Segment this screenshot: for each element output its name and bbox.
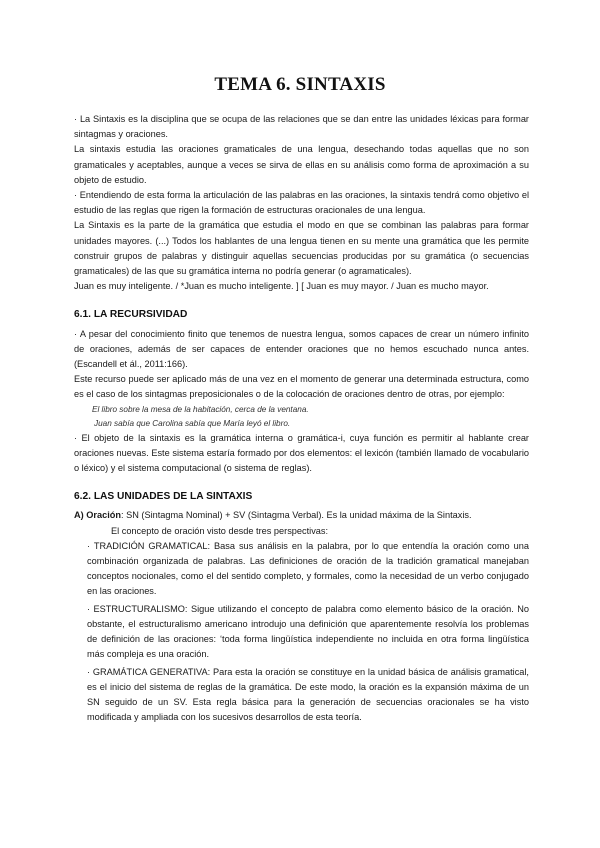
intro-paragraph-1: · La Sintaxis es la disciplina que se ocupa de las relaciones que se dan entre las unidades léxicas para formar sintagmas y oraciones. [74,114,529,140]
perspective-tradicion: · TRADICIÓN GRAMATICAL: Basa sus análisis en la palabra, por lo que entendía la oración como una combinación organizada de palabras. Las definiciones de oración de la tradición gramatical manejaban conceptos nocionales, como el del sentido completo, y formales, como la necesidad de un verbo conjugado en las oraciones. [87,540,529,597]
perspective-estructuralismo: · ESTRUCTURALISMO: Sigue utilizando el concepto de palabra como elemento básico de la oración. No obstante, el estructuralismo americano introdujo una definición que aparentemente resolvía los problemas de definición de las oraciones: ‘toda forma lingüística independiente no incluida en otra forma lingüística más compleja es una oración. [87,603,529,660]
intro-examples-line: Juan es muy inteligente. / *Juan es mucho inteligente. ] [ Juan es muy mayor. / Juan es mucho mayor. [74,281,489,292]
recursividad-paragraph-2: Este recurso puede ser aplicado más de una vez en el momento de generar una determinada estructura, como es el caso de los sintagmas preposicionales o de la colocación de oraciones dentro de otras, por ejemplo: [74,374,529,400]
section-heading-unidades: 6.2. LAS UNIDADES DE LA SINTAXIS [74,491,253,503]
oracion-label: A) Oración [74,510,121,521]
perspectives-intro: El concepto de oración visto desde tres perspectivas: [111,525,329,536]
oracion-text: : SN (Sintagma Nominal) + SV (Sintagma Verbal). Es la unidad máxima de la Sintaxis. [120,510,472,521]
example-sentence-2: Juan sabía que Carolina sabía que María leyó el libro. [94,418,291,428]
intro-paragraph-3: · Entendiendo de esta forma la articulación de las palabras en las oraciones, la sintaxis tendrá como objetivo el estudio de las reglas que rigen la formación de estructuras oracionales de una lengua. [74,190,529,216]
section-heading-recursividad: 6.1. LA RECURSIVIDAD [74,309,188,321]
recursividad-paragraph-1: · A pesar del conocimiento finito que tenemos de nuestra lengua, somos capaces de crear un número infinito de oraciones, además de ser capaces de entender oraciones que no hemos escuchado nunca antes. (Escandell et ál., 2011:166). [74,328,529,370]
recursividad-paragraph-3: · El objeto de la sintaxis es la gramática interna o gramática-i, cuya función es permitir al hablante crear oraciones nuevas. Este sistema estaría formado por dos elementos: el lexicón (también llamado de vocabulario o léxico) y el sistema computacional (o sistema de reglas). [74,432,529,474]
intro-paragraph-2: La sintaxis estudia las oraciones gramaticales de una lengua, desechando todas aquellas que no son gramaticales y aceptables, aunque a veces se sirva de ellas en su análisis como forma de aproximación a su objeto de estudio. [74,144,529,185]
page-title: TEMA 6. SINTAXIS [214,74,386,95]
perspective-generativa: · GRAMÁTICA GENERATIVA: Para esta la oración se constituye en la unidad básica de análisis gramatical, es el inicio del sistema de reglas de la gramática. De este modo, la oración es la expansión máxima de un SN seguido de un SV. Esta regla básica para la generación de secuencias oracionales se ha visto modificada y ampliada con los sucesivos desarrollos de esta teoría. [87,666,529,723]
intro-paragraph-4: La Sintaxis es la parte de la gramática que estudia el modo en que se combinan las palabras para formar unidades mayores. (...) Todos los hablantes de una lengua tienen en su mente una gramática que les permite construir grupos de palabras y distinguir aquellas secuencias producidas por su gramática (o secuencias gramaticales) de las que su gramática interna no podría generar (o agramaticales). [74,220,529,277]
document-body [74,112,529,725]
example-sentence-1: El libro sobre la mesa de la habitación, cerca de la ventana. [92,404,309,414]
oracion-definition [74,508,529,523]
